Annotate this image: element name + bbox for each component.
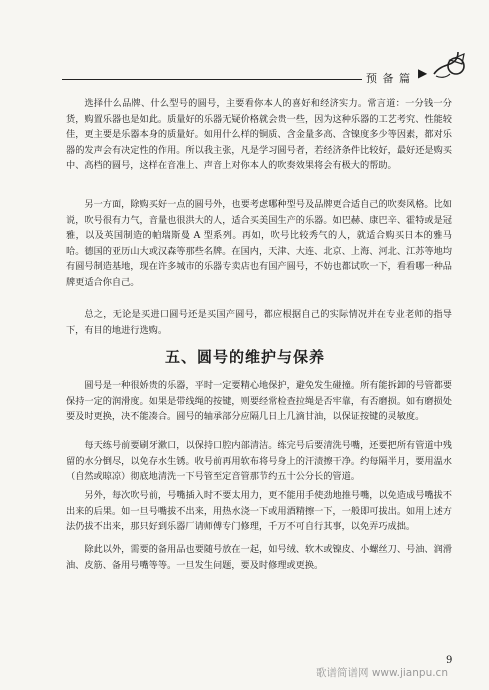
paragraph-text: 每天练号前要刷牙漱口，以保持口腔内部清洁。练完号后要清洗号嘴，还要把所有管道中残留的水分倒尽，以免存水生锈。收号前再用软布将号身上的汗渍擦干净。约每隔半月，要用温水（自然或晾凉）彻底地清洗一下号管至定音管那节约五十公分长的管道。 <box>66 440 452 482</box>
watermark: 歌谱简谱网 www.jianpu.cn <box>316 667 448 679</box>
paragraph-text: 另一方面，除购买好一点的圆号外，也要考虑哪种型号及品牌更合适自己的吹奏风格。比如说，吹号很有力气，音量也很洪大的人，适合买美国生产的乐器。如巴赫、康巴辛、霍特或是冠雅，以及英国制造的帕瑞斯曼 A 型系列。再如，吹号比较秀气的人，就适合购买日本的雅马哈。德国的亚历山大或汉森等那些名牌。在国内，天津、大连、北京、上海、河北、江苏等地均有圆号制造基地，现在许多城市的乐器专卖店也有国产圆号，不妨也都试吹一下，看看哪一种品牌更适合你自己。 <box>66 199 452 288</box>
horn-logo-icon <box>428 44 468 84</box>
paragraph-brand-choice <box>66 96 452 192</box>
page-number: 9 <box>446 655 453 666</box>
paragraph-text: 总之，无论是买进口圆号还是买国产圆号，都应根据自己的实际情况并在专业老师的指导下，有目的地进行选购。 <box>66 309 452 336</box>
paragraph-cleaning <box>66 438 452 488</box>
paragraph-summary <box>66 307 452 341</box>
header-rule <box>62 79 362 80</box>
paragraph-spare-parts <box>66 542 452 580</box>
paragraph-model-choice <box>66 197 452 307</box>
paragraph-mouthpiece <box>66 488 452 538</box>
paragraph-text: 圆号是一种很娇贵的乐器，平时一定要精心地保护，避免发生碰撞。所有能拆卸的号管都要保持一定的润滑度。如果是带线绳的按键，则要经常检查拉绳是否牢靠，有否磨损。如有磨损处要及时更换，决不能凑合。圆号的轴承部分应隔几日上几滴甘油，以保证按键的灵敏度。 <box>66 380 452 422</box>
section-title: 五、圆号的维护与保养 <box>164 348 325 366</box>
paragraph-text: 另外，每次吹号前，号嘴插入时不要太用力，更不能用手使劲地推号嘴，以免造成号嘴拔不出来的后果。如一旦号嘴拔不出来，用热水浇一下或用酒精擦一下，一般即可拔出。如用上述方法仍拔不出来，那只好到乐器厂请师傅专门修理，千万不可自行其事，以免弄巧成拙。 <box>66 490 452 532</box>
paragraph-text: 选择什么品牌、什么型号的圆号，主要看你本人的喜好和经济实力。常言道：一分钱一分货，购置乐器也是如此。质量好的乐器无疑价格就会贵一些，因为这种乐器的工艺考究、性能较佳，更主要是乐器本身的质量好。如用什么样的铜质、含金量多高、含镍度多少等因素，都对乐器的发声会有决定性的作用。所以我主张，凡是学习圆号者，若经济条件比较好，最好还是购买中、高档的圆号，这样在音准上、声音上对你本人的吹奏效果将会有极大的帮助。 <box>66 98 452 171</box>
paragraph-protection <box>66 378 452 436</box>
header-arrow-icon: ▶ <box>418 66 428 80</box>
header-title: 预 备 篇 <box>366 72 411 85</box>
paragraph-text: 除此以外，需要的备用品也要随号放在一起，如号绒、软木或镍皮、小螺丝刀、号油、润滑油、皮筋、备用号嘴等等。一旦发生问题，要及时修理或更换。 <box>66 544 452 571</box>
